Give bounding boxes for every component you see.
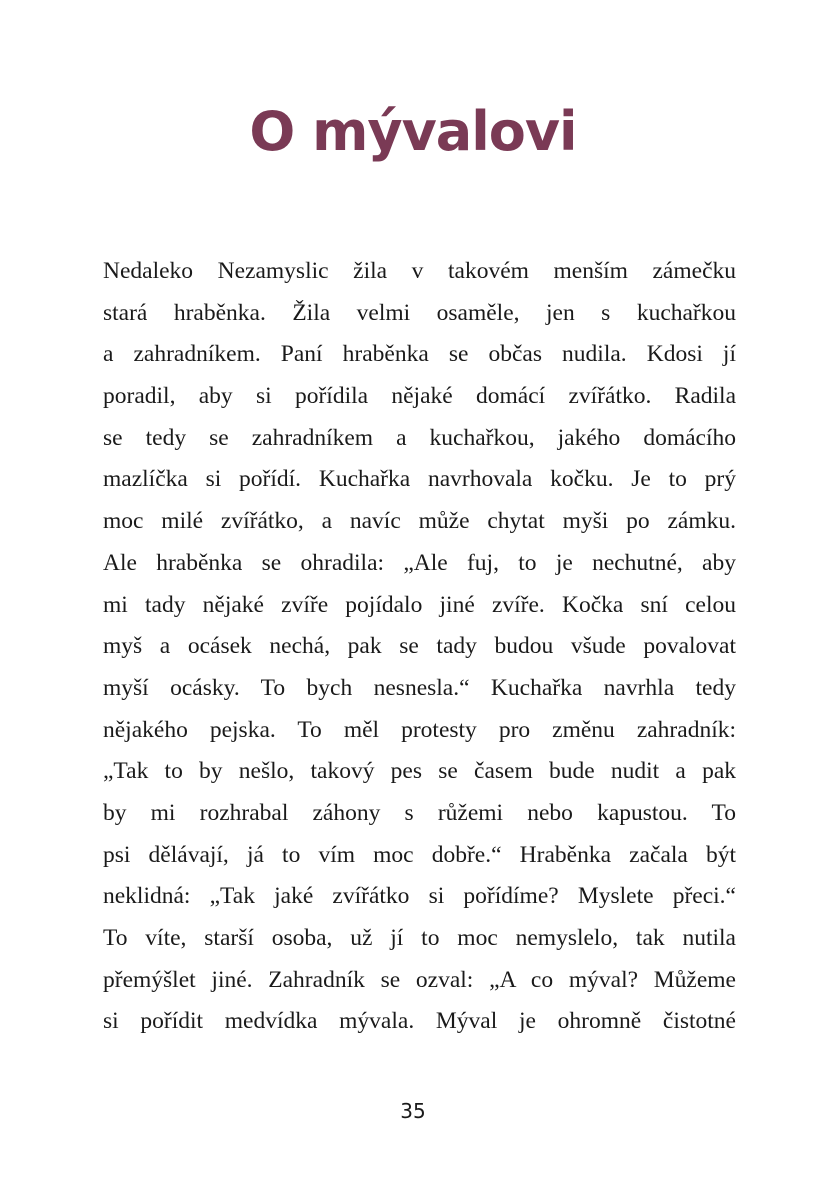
- text-line: stará hraběnka. Žila velmi osaměle, jen s kuchařkou: [103, 299, 736, 326]
- text-line: mi tady nějaké zvíře pojídalo jiné zvíře. Kočka sní celou: [103, 591, 736, 618]
- text-line: si pořídit medvídka mývala. Mýval je ohromně čistotné: [103, 1008, 736, 1035]
- text-line: psi dělávají, já to vím moc dobře.“ Hraběnka začala být: [103, 841, 736, 868]
- text-line: přemýšlet jiné. Zahradník se ozval: „A co mýval? Můžeme: [103, 966, 736, 993]
- body-text: [103, 251, 736, 1043]
- page-number: 35: [400, 1099, 426, 1123]
- text-line: by mi rozhrabal záhony s růžemi nebo kapustou. To: [103, 799, 736, 826]
- text-line: myš a ocásek nechá, pak se tady budou všude povalovat: [103, 633, 736, 660]
- text-line: Ale hraběnka se ohradila: „Ale fuj, to je nechutné, aby: [103, 549, 736, 576]
- text-line: se tedy se zahradníkem a kuchařkou, jakého domácího: [103, 424, 736, 451]
- text-line: poradil, aby si pořídila nějaké domácí zvířátko. Radila: [103, 383, 736, 410]
- text-line: neklidná: „Tak jaké zvířátko si pořídíme? Myslete přeci.“: [103, 883, 736, 910]
- text-line: myší ocásky. To bych nesnesla.“ Kuchařka navrhla tedy: [103, 674, 736, 701]
- text-line: Nedaleko Nezamyslic žila v takovém menším zámečku: [103, 258, 736, 284]
- text-line: To víte, starší osoba, už jí to moc nemyslelo, tak nutila: [103, 925, 736, 951]
- text-line: mazlíčka si pořídí. Kuchařka navrhovala kočku. Je to prý: [103, 466, 736, 493]
- chapter-title: O mývalovi: [249, 100, 577, 163]
- text-line: moc milé zvířátko, a navíc může chytat myši po zámku.: [103, 508, 736, 535]
- text-line: nějakého pejska. To měl protesty pro změnu zahradník:: [103, 716, 736, 743]
- text-line: a zahradníkem. Paní hraběnka se občas nudila. Kdosi jí: [103, 341, 736, 368]
- text-line: „Tak to by nešlo, takový pes se časem bude nudit a pak: [103, 758, 736, 785]
